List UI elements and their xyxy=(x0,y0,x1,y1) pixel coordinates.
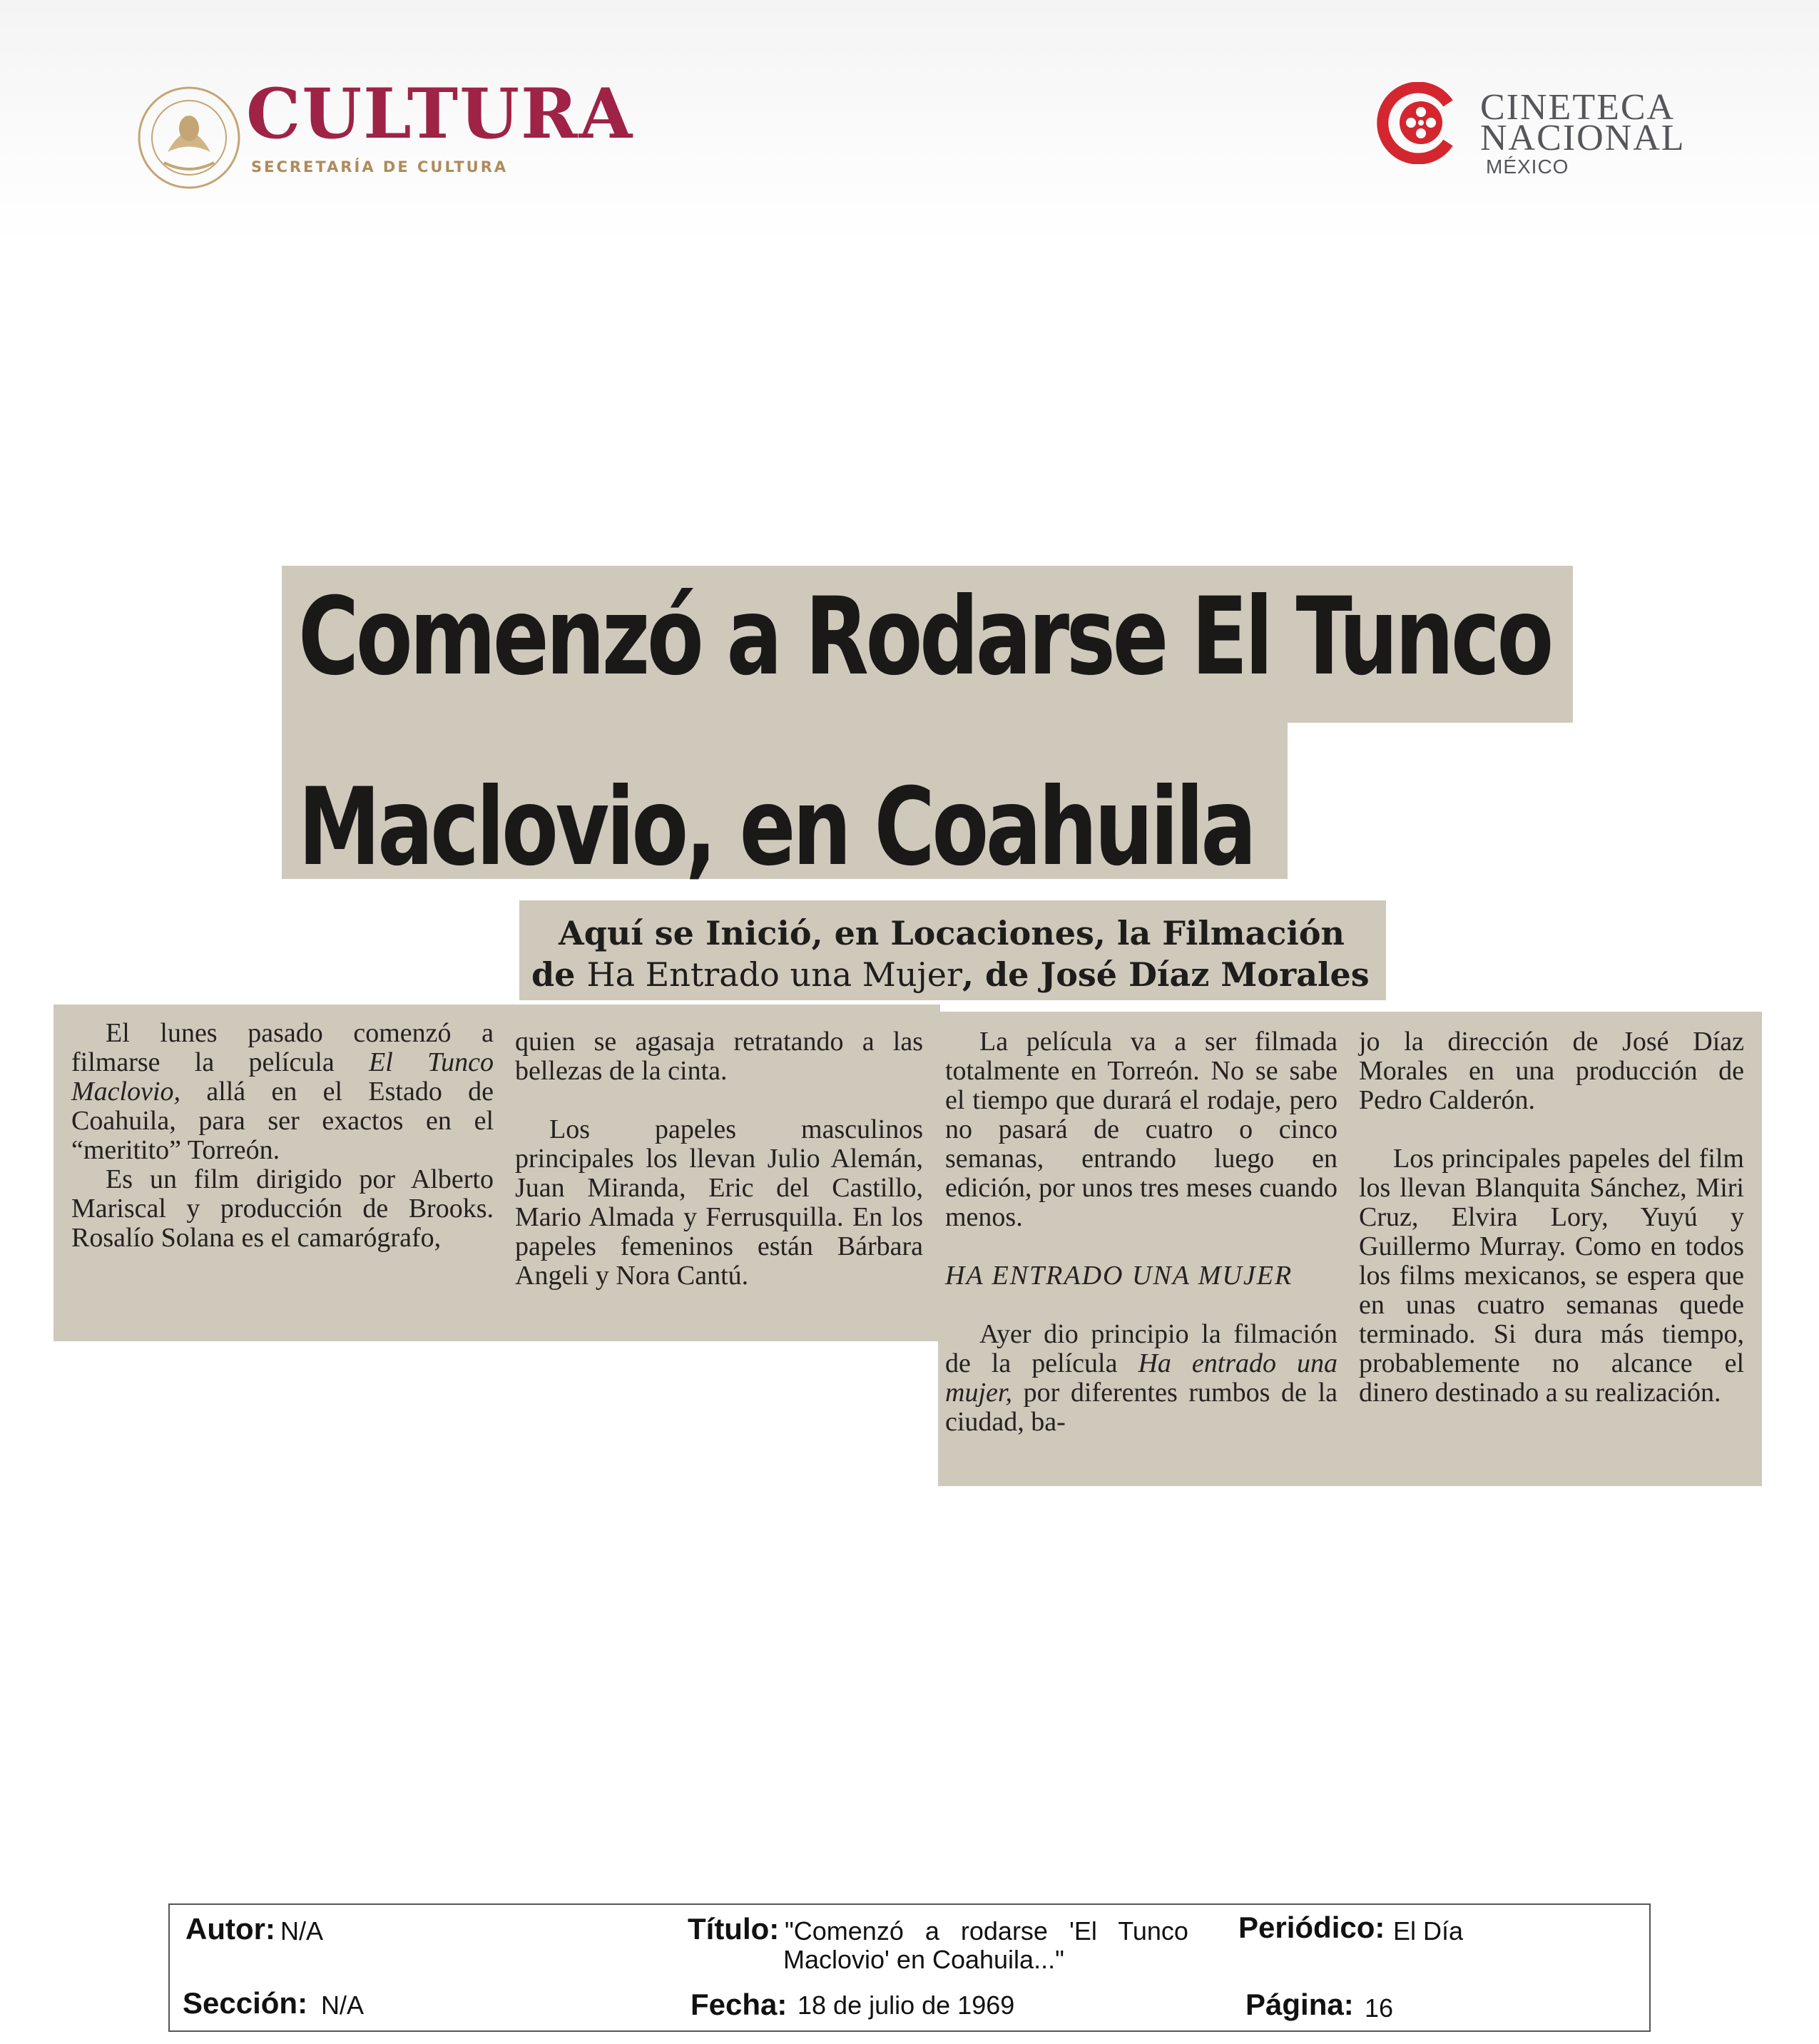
column2-paragraph1: quien se agasaja retratando a las bellezas de la cinta. xyxy=(515,1027,923,1086)
subhead-director: , de José Díaz Morales xyxy=(962,955,1370,994)
fecha-value: 18 de julio de 1969 xyxy=(798,1990,1015,2020)
cineteca-logo-line3: MÉXICO xyxy=(1486,156,1569,178)
article-column-2 xyxy=(515,1027,923,1291)
titulo-value-line1: "Comenzó a rodarse 'El Tunco xyxy=(785,1916,1188,1946)
column3-section-heading: HA ENTRADO UNA MUJER xyxy=(945,1261,1293,1291)
article-subhead-line2 xyxy=(531,955,1370,994)
titulo-value-line2: Maclovio' en Coahuila..." xyxy=(783,1945,1064,1974)
column1-paragraph1: El lunes pasado comenzó a filmarse la película El Tunco Maclovio, allá en el Estado de Coahuila, para ser exactos en el “meritito” Torreón. xyxy=(71,1018,494,1165)
column3-paragraph2: Ayer dio principio la filmación de la película Ha entrado una mujer, por diferentes rumbos de la ciudad, ba- xyxy=(945,1319,1338,1437)
article-column-1 xyxy=(71,1019,494,1253)
seccion-value: N/A xyxy=(321,1990,365,2020)
pagina-label: Página: xyxy=(1245,1988,1354,2021)
cultura-logo-subtitle: SECRETARÍA DE CULTURA xyxy=(251,158,509,176)
article-column-3 xyxy=(945,1027,1338,1437)
cineteca-logo-line2: NACIONAL xyxy=(1480,118,1686,158)
article-column-4 xyxy=(1359,1027,1744,1408)
cineteca-film-reel-icon xyxy=(1377,82,1459,164)
titulo-label: Título: xyxy=(688,1912,780,1946)
subhead-de: de xyxy=(531,955,587,994)
subhead-film-title: Ha Entrado una Mujer xyxy=(586,955,962,994)
column4-paragraph2: Los principales papeles del film los llevan Blanquita Sánchez, Miri Cruz, Elvira Lory, Yuyú y Guillermo Murray. Como en todos los films mexicanos, se espera que en unas cuatro semanas quede terminado. Si dura más tiempo, probablemente no alcance el dinero destinado a su realización. xyxy=(1359,1144,1744,1408)
pagina-value: 16 xyxy=(1365,1993,1394,2023)
autor-value: N/A xyxy=(280,1916,324,1946)
cultura-logo-title: CULTURA xyxy=(246,73,634,154)
autor-label: Autor: xyxy=(185,1912,275,1946)
metadata-box xyxy=(168,1903,1651,2032)
article-headline-line2: Maclovio, en Coahuila xyxy=(298,766,1254,890)
periodico-value: El Día xyxy=(1393,1916,1464,1946)
mexico-seal-logo xyxy=(136,84,243,191)
article-subhead-line1: Aquí se Inició, en Locaciones, la Filmación xyxy=(559,914,1345,952)
column3-paragraph1: La película va a ser filmada totalmente en Torreón. No se sabe el tiempo que durará el rodaje, pero no pasará de cuatro o cinco semanas, entrando luego en edición, por unos tres meses cuando menos. xyxy=(945,1027,1338,1232)
cineteca-logo-line1: CINETECA xyxy=(1480,87,1676,128)
fecha-label: Fecha: xyxy=(691,1988,788,2021)
column1-paragraph2: Es un film dirigido por Alberto Mariscal y producción de Brooks. Rosalío Solana es el camarógrafo, xyxy=(71,1164,494,1253)
article-headline-line1: Comenzó a Rodarse El Tunco xyxy=(298,575,1551,699)
periodico-label: Periódico: xyxy=(1238,1911,1385,1944)
column4-paragraph1: jo la dirección de José Díaz Morales en una producción de Pedro Calderón. xyxy=(1359,1027,1744,1115)
seccion-label: Sección: xyxy=(183,1986,308,2020)
column2-paragraph2: Los papeles masculinos principales los llevan Julio Alemán, Juan Miranda, Eric del Castillo, Mario Almada y Ferrusquilla. En los papeles femeninos están Bárbara Angeli y Nora Cantú. xyxy=(515,1114,923,1291)
